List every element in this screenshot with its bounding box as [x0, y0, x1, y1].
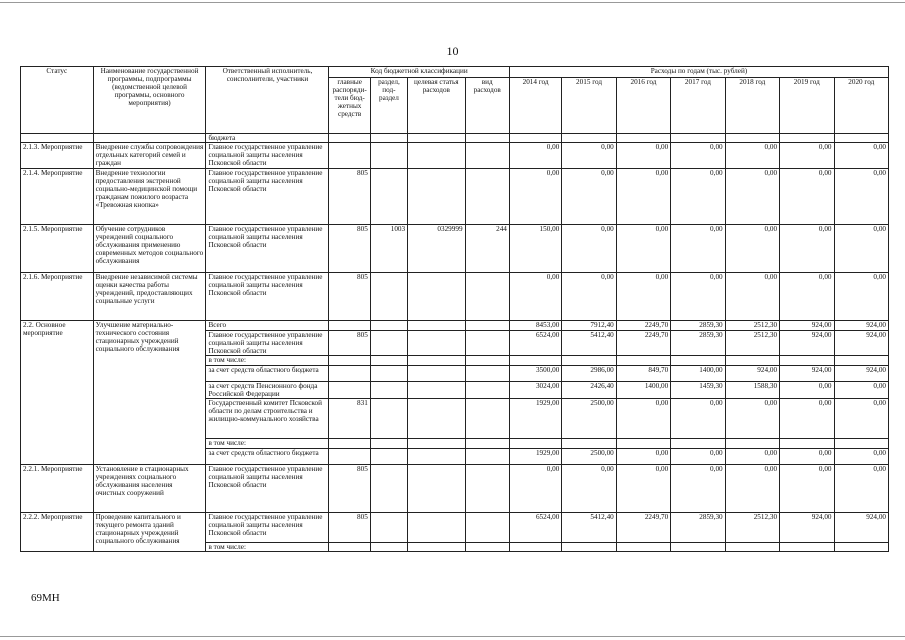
executor-cell: Главное государственное управление социальной защиты населения Псковской области — [206, 273, 329, 321]
header-type: вид расходов — [465, 78, 509, 134]
value-cell — [834, 543, 889, 552]
name-cell: Внедрение технологии предоставления экстренной социально-медицинской помощи гражданам пожилого возраста «Тревожная кнопка» — [93, 169, 206, 225]
value-cell: 0,00 — [834, 382, 889, 399]
section-cell — [370, 143, 407, 169]
section-cell — [370, 543, 407, 552]
target-cell: 0329999 — [408, 225, 465, 273]
name-cell: Внедрение независимой системы оценки качества работы учреждений, предоставляющих социальные услуги — [93, 273, 206, 321]
value-cell — [780, 356, 834, 366]
value-cell — [725, 543, 779, 552]
value-cell: 2512,30 — [725, 321, 779, 331]
section-cell — [370, 321, 407, 331]
value-cell: 0,00 — [780, 169, 834, 225]
table-row — [21, 134, 889, 143]
value-cell: 924,00 — [834, 331, 889, 356]
type-cell — [465, 513, 509, 543]
value-cell: 0,00 — [509, 465, 561, 513]
top-rule — [0, 2, 905, 3]
type-cell: 244 — [465, 225, 509, 273]
grbs-cell: 805 — [329, 331, 370, 356]
target-cell — [408, 143, 465, 169]
value-cell: 0,00 — [671, 273, 725, 321]
table-row — [21, 225, 889, 273]
executor-cell: в том числе: — [206, 439, 329, 449]
table-row — [21, 143, 889, 169]
grbs-cell: 805 — [329, 513, 370, 543]
value-cell: 2859,30 — [671, 331, 725, 356]
value-cell: 924,00 — [834, 321, 889, 331]
value-cell: 0,00 — [616, 273, 670, 321]
value-cell: 924,00 — [725, 366, 779, 382]
type-cell — [465, 169, 509, 225]
value-cell — [509, 356, 561, 366]
executor-cell: бюджета — [206, 134, 329, 143]
target-cell — [408, 321, 465, 331]
section-cell: 1003 — [370, 225, 407, 273]
value-cell: 0,00 — [834, 143, 889, 169]
value-cell: 2500,00 — [562, 399, 616, 439]
section-cell — [370, 465, 407, 513]
grbs-cell: 805 — [329, 169, 370, 225]
header-expenses: Расходы по годам (тыс. рублей) — [509, 67, 888, 78]
value-cell: 0,00 — [780, 273, 834, 321]
value-cell: 2249,70 — [616, 331, 670, 356]
header-section: раздел, под-раздел — [370, 78, 407, 134]
value-cell: 7912,40 — [562, 321, 616, 331]
value-cell: 1400,00 — [616, 382, 670, 399]
value-cell: 1400,00 — [671, 366, 725, 382]
value-cell: 924,00 — [780, 331, 834, 356]
section-cell — [370, 513, 407, 543]
value-cell: 924,00 — [834, 513, 889, 543]
type-cell — [465, 143, 509, 169]
value-cell: 0,00 — [834, 225, 889, 273]
grbs-cell: 831 — [329, 399, 370, 439]
header-executor: Ответственный исполнитель, соисполнители, участники — [206, 67, 329, 134]
value-cell: 2859,30 — [671, 513, 725, 543]
value-cell — [834, 439, 889, 449]
header-budget-code: Код бюджетной классификации — [329, 67, 509, 78]
bottom-rule — [0, 636, 905, 637]
value-cell: 924,00 — [834, 366, 889, 382]
value-cell: 2859,30 — [671, 321, 725, 331]
value-cell: 3024,00 — [509, 382, 561, 399]
header-target: целевая статья расходов — [408, 78, 465, 134]
value-cell — [780, 134, 834, 143]
header-status: Статус — [21, 67, 94, 134]
grbs-cell — [329, 134, 370, 143]
value-cell: 0,00 — [562, 465, 616, 513]
value-cell: 0,00 — [616, 449, 670, 465]
grbs-cell — [329, 143, 370, 169]
executor-cell: Главное государственное управление социальной защиты населения Псковской области — [206, 169, 329, 225]
status-cell: 2.1.5. Мероприятие — [21, 225, 94, 273]
value-cell: 0,00 — [725, 465, 779, 513]
value-cell — [562, 134, 616, 143]
value-cell: 2249,70 — [616, 513, 670, 543]
grbs-cell — [329, 366, 370, 382]
executor-cell: за счет средств областного бюджета — [206, 449, 329, 465]
value-cell: 0,00 — [725, 143, 779, 169]
table-row — [21, 273, 889, 321]
header-year: 2019 год — [780, 78, 834, 134]
target-cell — [408, 134, 465, 143]
value-cell: 924,00 — [780, 366, 834, 382]
page-number: 10 — [446, 44, 459, 58]
grbs-cell — [329, 356, 370, 366]
header-year: 2016 год — [616, 78, 670, 134]
value-cell: 0,00 — [834, 273, 889, 321]
value-cell: 0,00 — [616, 169, 670, 225]
table-body — [21, 134, 889, 552]
value-cell: 1929,00 — [509, 449, 561, 465]
value-cell: 150,00 — [509, 225, 561, 273]
status-cell: 2.2.2. Мероприятие — [21, 513, 94, 552]
value-cell: 849,70 — [616, 366, 670, 382]
value-cell: 2512,30 — [725, 513, 779, 543]
value-cell — [616, 134, 670, 143]
executor-cell: Главное государственное управление социальной защиты населения Псковской области — [206, 331, 329, 356]
table-row — [21, 169, 889, 225]
value-cell — [562, 439, 616, 449]
status-cell: 2.1.6. Мероприятие — [21, 273, 94, 321]
executor-cell: Главное государственное управление социальной защиты населения Псковской области — [206, 225, 329, 273]
table-row — [21, 513, 889, 543]
value-cell: 0,00 — [616, 143, 670, 169]
value-cell: 924,00 — [780, 513, 834, 543]
name-cell: Проведение капитального и текущего ремонта зданий стационарных учреждений социального обслуживания — [93, 513, 206, 552]
value-cell — [671, 356, 725, 366]
type-cell — [465, 543, 509, 552]
type-cell — [465, 465, 509, 513]
header-year: 2014 год — [509, 78, 561, 134]
value-cell — [509, 543, 561, 552]
value-cell: 0,00 — [780, 382, 834, 399]
executor-cell: Главное государственное управление социальной защиты населения Псковской области — [206, 465, 329, 513]
value-cell — [509, 134, 561, 143]
executor-cell: Государственный комитет Псковской области по делам строительства и жилищно-коммунального хозяйства — [206, 399, 329, 439]
value-cell: 0,00 — [671, 169, 725, 225]
status-cell — [21, 134, 94, 143]
value-cell: 2986,00 — [562, 366, 616, 382]
type-cell — [465, 382, 509, 399]
value-cell — [616, 439, 670, 449]
table-row — [21, 465, 889, 513]
target-cell — [408, 273, 465, 321]
value-cell: 1929,00 — [509, 399, 561, 439]
type-cell — [465, 134, 509, 143]
target-cell — [408, 356, 465, 366]
value-cell: 0,00 — [725, 449, 779, 465]
section-cell — [370, 273, 407, 321]
target-cell — [408, 543, 465, 552]
type-cell — [465, 399, 509, 439]
target-cell — [408, 331, 465, 356]
section-cell — [370, 449, 407, 465]
value-cell: 0,00 — [834, 399, 889, 439]
header-year: 2017 год — [671, 78, 725, 134]
section-cell — [370, 399, 407, 439]
type-cell — [465, 331, 509, 356]
value-cell: 0,00 — [834, 169, 889, 225]
value-cell: 6524,00 — [509, 513, 561, 543]
executor-cell: Всего — [206, 321, 329, 331]
executor-cell: Главное государственное управление социальной защиты населения Псковской области — [206, 513, 329, 543]
status-cell: 2.2.1. Мероприятие — [21, 465, 94, 513]
table-row — [21, 321, 889, 331]
value-cell: 3500,00 — [509, 366, 561, 382]
grbs-cell — [329, 449, 370, 465]
value-cell: 0,00 — [671, 225, 725, 273]
value-cell: 0,00 — [834, 449, 889, 465]
target-cell — [408, 439, 465, 449]
value-cell — [616, 543, 670, 552]
value-cell: 2249,70 — [616, 321, 670, 331]
value-cell: 2512,30 — [725, 331, 779, 356]
header-name: Наименование государственной программы, подпрограммы (ведомственной целевой программы, основного мероприятия) — [93, 67, 206, 134]
target-cell — [408, 399, 465, 439]
value-cell — [780, 439, 834, 449]
target-cell — [408, 465, 465, 513]
value-cell: 0,00 — [616, 225, 670, 273]
value-cell: 0,00 — [509, 273, 561, 321]
status-cell: 2.2. Основное мероприятие — [21, 321, 94, 465]
grbs-cell — [329, 382, 370, 399]
value-cell — [562, 356, 616, 366]
value-cell: 924,00 — [780, 321, 834, 331]
type-cell — [465, 366, 509, 382]
grbs-cell: 805 — [329, 225, 370, 273]
value-cell: 0,00 — [671, 399, 725, 439]
section-cell — [370, 169, 407, 225]
value-cell: 0,00 — [725, 225, 779, 273]
name-cell: Внедрение службы сопровождения отдельных категорий семей и граждан — [93, 143, 206, 169]
section-cell — [370, 134, 407, 143]
value-cell: 5412,40 — [562, 513, 616, 543]
type-cell — [465, 356, 509, 366]
value-cell — [671, 439, 725, 449]
value-cell: 0,00 — [562, 169, 616, 225]
value-cell: 0,00 — [509, 169, 561, 225]
header-year: 2020 год — [834, 78, 889, 134]
value-cell: 0,00 — [509, 143, 561, 169]
status-cell: 2.1.4. Мероприятие — [21, 169, 94, 225]
executor-cell: за счет средств Пенсионного фонда Российской Федерации — [206, 382, 329, 399]
header-year: 2015 год — [562, 78, 616, 134]
value-cell — [780, 543, 834, 552]
value-cell: 0,00 — [780, 449, 834, 465]
value-cell: 1459,30 — [671, 382, 725, 399]
value-cell: 2500,00 — [562, 449, 616, 465]
value-cell: 0,00 — [562, 143, 616, 169]
grbs-cell — [329, 321, 370, 331]
grbs-cell — [329, 543, 370, 552]
value-cell: 0,00 — [725, 169, 779, 225]
section-cell — [370, 439, 407, 449]
name-cell: Установление в стационарных учреждениях социального обслуживания населения очистных сооружений — [93, 465, 206, 513]
executor-cell: в том числе: — [206, 356, 329, 366]
value-cell: 0,00 — [616, 399, 670, 439]
target-cell — [408, 366, 465, 382]
value-cell: 0,00 — [562, 273, 616, 321]
header-grbs: главные распоряди-тели бюд-жетных средств — [329, 78, 370, 134]
type-cell — [465, 321, 509, 331]
executor-cell: Главное государственное управление социальной защиты населения Псковской области — [206, 143, 329, 169]
section-cell — [370, 331, 407, 356]
value-cell: 2426,40 — [562, 382, 616, 399]
target-cell — [408, 449, 465, 465]
executor-cell: в том числе: — [206, 543, 329, 552]
value-cell: 5412,40 — [562, 331, 616, 356]
value-cell: 0,00 — [725, 399, 779, 439]
section-cell — [370, 366, 407, 382]
value-cell: 0,00 — [834, 465, 889, 513]
grbs-cell: 805 — [329, 465, 370, 513]
value-cell: 0,00 — [671, 143, 725, 169]
value-cell: 0,00 — [562, 225, 616, 273]
value-cell — [616, 356, 670, 366]
value-cell: 0,00 — [780, 399, 834, 439]
grbs-cell — [329, 439, 370, 449]
type-cell — [465, 449, 509, 465]
budget-table — [20, 66, 889, 552]
target-cell — [408, 169, 465, 225]
value-cell: 0,00 — [616, 465, 670, 513]
section-cell — [370, 382, 407, 399]
value-cell — [562, 543, 616, 552]
value-cell — [671, 134, 725, 143]
value-cell: 6524,00 — [509, 331, 561, 356]
value-cell: 0,00 — [780, 143, 834, 169]
value-cell: 0,00 — [780, 465, 834, 513]
executor-cell: за счет средств областного бюджета — [206, 366, 329, 382]
value-cell — [725, 134, 779, 143]
value-cell — [834, 134, 889, 143]
footer-code: 69МН — [31, 592, 60, 604]
type-cell — [465, 273, 509, 321]
value-cell: 0,00 — [725, 273, 779, 321]
type-cell — [465, 439, 509, 449]
value-cell: 0,00 — [671, 465, 725, 513]
value-cell — [671, 543, 725, 552]
name-cell — [93, 134, 206, 143]
target-cell — [408, 513, 465, 543]
value-cell: 0,00 — [780, 225, 834, 273]
value-cell — [725, 356, 779, 366]
value-cell — [725, 439, 779, 449]
header-year: 2018 год — [725, 78, 779, 134]
value-cell: 1588,30 — [725, 382, 779, 399]
name-cell: Обучение сотрудников учреждений социального обслуживания применению современных методов социального обслуживания — [93, 225, 206, 273]
target-cell — [408, 382, 465, 399]
value-cell — [834, 356, 889, 366]
status-cell: 2.1.3. Мероприятие — [21, 143, 94, 169]
section-cell — [370, 356, 407, 366]
value-cell: 0,00 — [671, 449, 725, 465]
value-cell — [509, 439, 561, 449]
grbs-cell: 805 — [329, 273, 370, 321]
name-cell: Улучшение материально-технического состояния стационарных учреждений социального обслуживания — [93, 321, 206, 465]
value-cell: 8453,00 — [509, 321, 561, 331]
